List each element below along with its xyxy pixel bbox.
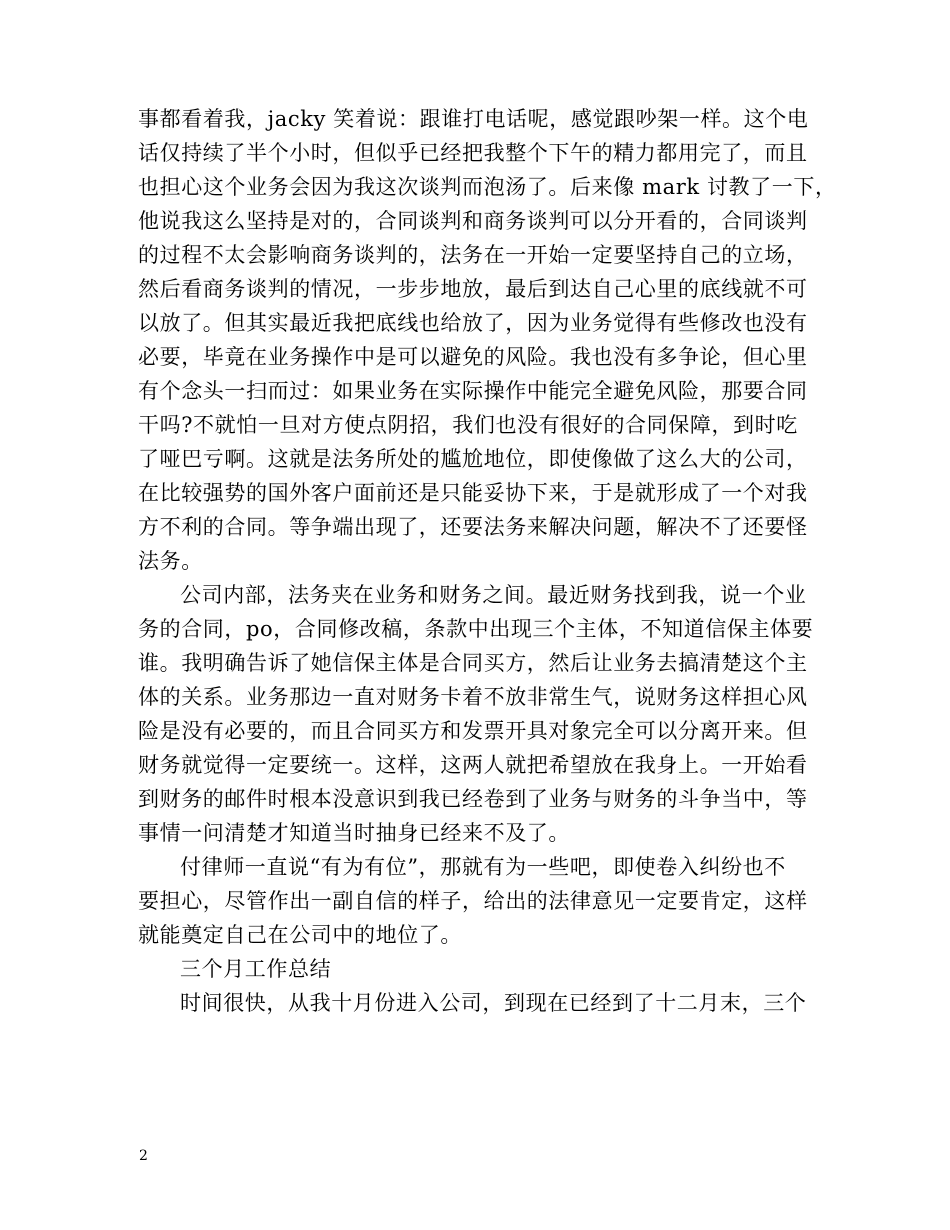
text-line: 务的合同，po，合同修改稿，条款中出现三个主体，不知道信保主体要 (138, 617, 814, 641)
text-line: 体的关系。业务那边一直对财务卡着不放非常生气，说财务这样担心风 (138, 685, 808, 709)
text-line: 也担心这个业务会因为我这次谈判而泡汤了。后来像 mark 讨教了一下， (138, 175, 837, 199)
text-line: 事情一问清楚才知道当时抽身已经来不及了。 (138, 821, 570, 845)
text-line: 财务就觉得一定要统一。这样，这两人就把希望放在我身上。一开始看 (138, 753, 808, 777)
text-line: 话仅持续了半个小时，但似乎已经把我整个下午的精力都用完了，而且 (138, 141, 808, 165)
paragraph-first-line: 付律师一直说“有为有位”，那就有为一些吧，即使卷入纠纷也不 (180, 855, 786, 879)
text-line: 方不利的合同。等争端出现了，还要法务来解决问题，解决不了还要怪 (138, 515, 808, 539)
text-line: 险是没有必要的，而且合同买方和发票开具对象完全可以分离开来。但 (138, 719, 808, 743)
text-line: 以放了。但其实最近我把底线也给放了，因为业务觉得有些修改也没有 (138, 311, 808, 335)
text-line: 就能奠定自己在公司中的地位了。 (138, 923, 462, 947)
text-line: 他说我这么坚持是对的，合同谈判和商务谈判可以分开看的，合同谈判 (138, 209, 808, 233)
section-heading: 三个月工作总结 (180, 957, 332, 981)
text-line: 要担心，尽管作出一副自信的样子，给出的法律意见一定要肯定，这样 (138, 889, 808, 913)
paragraph-first-line: 时间很快，从我十月份进入公司，到现在已经到了十二月末，三个 (180, 991, 807, 1015)
page-number: 2 (139, 1148, 148, 1164)
text-line: 然后看商务谈判的情况，一步步地放，最后到达自己心里的底线就不可 (138, 277, 808, 301)
text-line: 必要，毕竟在业务操作中是可以避免的风险。我也没有多争论，但心里 (138, 345, 808, 369)
text-line: 有个念头一扫而过：如果业务在实际操作中能完全避免风险，那要合同 (138, 379, 808, 403)
text-line: 事都看着我，jacky 笑着说：跟谁打电话呢，感觉跟吵架一样。这个电 (138, 107, 809, 131)
paragraph-first-line: 公司内部，法务夹在业务和财务之间。最近财务找到我，说一个业 (180, 583, 807, 607)
text-line: 的过程不太会影响商务谈判的，法务在一开始一定要坚持自己的立场， (138, 243, 808, 267)
text-line: 干吗?不就怕一旦对方使点阴招，我们也没有很好的合同保障，到时吃 (138, 413, 798, 437)
text-line: 了哑巴亏啊。这就是法务所处的尴尬地位，即使像做了这么大的公司， (138, 447, 808, 471)
text-line: 法务。 (138, 549, 203, 573)
text-line: 在比较强势的国外客户面前还是只能妥协下来，于是就形成了一个对我 (138, 481, 808, 505)
text-line: 到财务的邮件时根本没意识到我已经卷到了业务与财务的斗争当中，等 (138, 787, 808, 811)
text-line: 谁。我明确告诉了她信保主体是合同买方，然后让业务去搞清楚这个主 (138, 651, 808, 675)
